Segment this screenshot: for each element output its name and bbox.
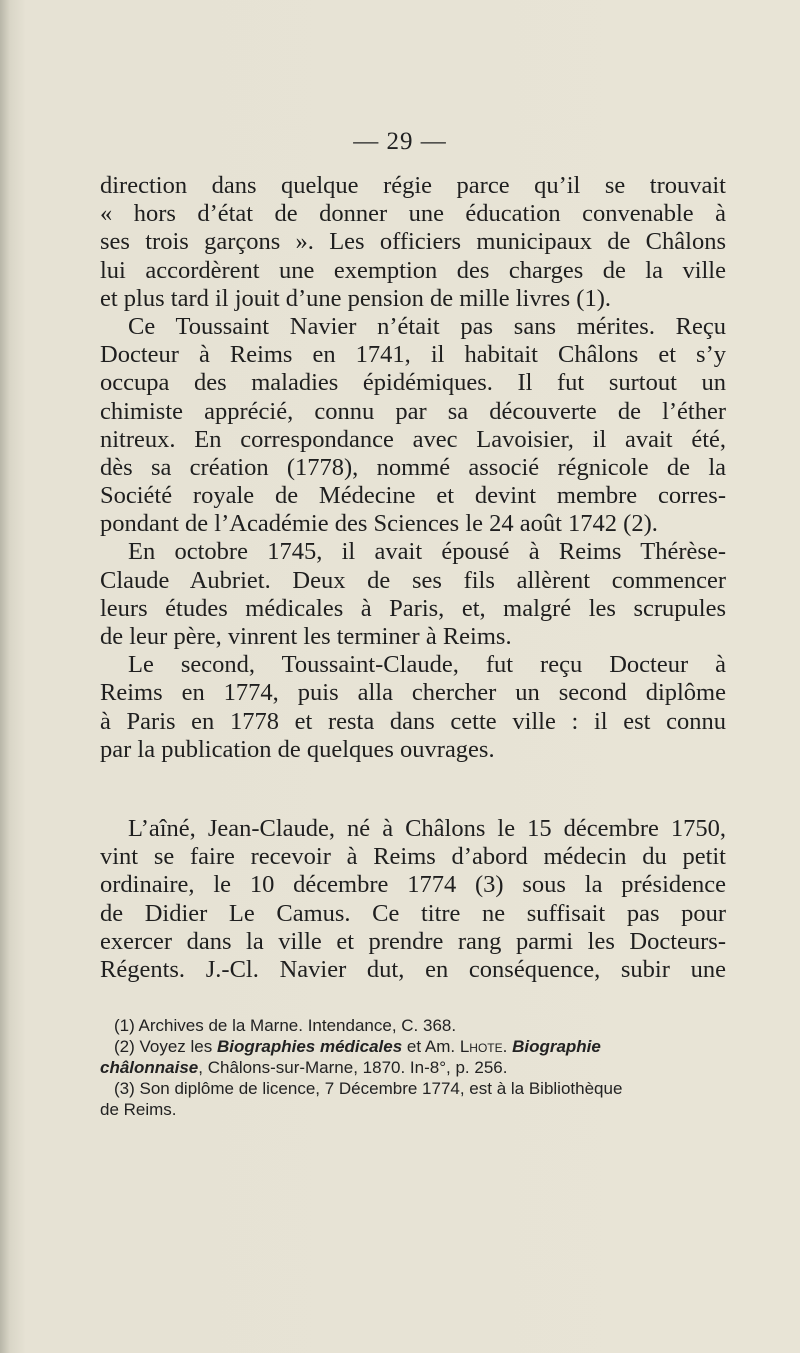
text-line: L’aîné, Jean-Claude, né à Châlons le 15 décembre 1750, — [128, 815, 726, 842]
text-line: lui accordèrent une exemption des charges de la ville — [100, 256, 726, 284]
footnote-2-title: Biographie — [512, 1037, 601, 1056]
text-line: de Didier Le Camus. Ce titre ne suffisait pas pour — [100, 899, 726, 927]
paragraph-3 — [100, 538, 726, 651]
text-line: par la publication de quelques ouvrages. — [100, 735, 495, 763]
footnote-2-text: (2) Voyez les — [114, 1037, 217, 1056]
text-line: « hors d’état de donner une éducation convenable à — [100, 200, 726, 228]
footnote-2-text: . — [502, 1037, 513, 1056]
text-line: leurs études médicales à Paris, et, malgré les scrupules — [100, 594, 726, 622]
text-line: Claude Aubriet. Deux de ses fils allèrent commencer — [100, 566, 726, 594]
footnote-2-title: Biographies médicales — [217, 1037, 403, 1056]
paragraph-4 — [100, 651, 726, 764]
text-line: nitreux. En correspondance avec Lavoisier, il avait été, — [100, 425, 726, 453]
text-line: Société royale de Médecine et devint membre corres- — [100, 482, 726, 510]
paragraph-5 — [100, 815, 726, 984]
text-line: et plus tard il jouit d’une pension de mille livres (1). — [100, 284, 611, 312]
text-line: vint se faire recevoir à Reims d’abord médecin du petit — [100, 843, 726, 871]
page-number: — 29 — — [353, 128, 447, 155]
text-line: pondant de l’Académie des Sciences le 24 août 1742 (2). — [100, 510, 658, 538]
text-line: à Paris en 1778 et resta dans cette ville : il est connu — [100, 707, 726, 735]
text-line: dès sa création (1778), nommé associé régnicole de la — [100, 453, 726, 481]
text-line: Reims en 1774, puis alla chercher un second diplôme — [100, 679, 726, 707]
text-line: ordinaire, le 10 décembre 1774 (3) sous la présidence — [100, 871, 726, 899]
text-line: ses trois garçons ». Les officiers municipaux de Châlons — [100, 228, 726, 256]
text-line: Le second, Toussaint-Claude, fut reçu Docteur à — [128, 651, 726, 679]
footnote-3: (3) Son diplôme de licence, 7 Décembre 1774, est à la Bibliothèque — [114, 1079, 623, 1098]
footnote-2-author: Lhote — [459, 1037, 503, 1056]
text-line: Régents. J.-Cl. Navier dut, en conséquence, subir une — [100, 955, 726, 983]
footnote-3-continued: de Reims. — [100, 1100, 177, 1119]
footnote-2 — [100, 1036, 726, 1057]
paragraph-1 — [100, 172, 726, 313]
body-text-lower — [100, 815, 726, 984]
footnotes — [100, 1015, 726, 1120]
text-line: Docteur à Reims en 1741, il habitait Châlons et s’y — [100, 341, 726, 369]
paragraph-2 — [100, 313, 726, 539]
body-text-upper — [100, 172, 726, 764]
text-line: occupa des maladies épidémiques. Il fut surtout un — [100, 369, 726, 397]
text-line: chimiste apprécié, connu par sa découverte de l’éther — [100, 397, 726, 425]
footnote-2-title: châlonnaise — [100, 1058, 199, 1077]
text-line: En octobre 1745, il avait épousé à Reims Thérèse- — [128, 538, 726, 566]
footnote-2-text: , Châlons-sur-Marne, 1870. In-8°, p. 256. — [198, 1058, 508, 1077]
footnote-2-text: et Am. — [402, 1037, 460, 1056]
footnote-1: (1) Archives de la Marne. Intendance, C. 368. — [114, 1016, 457, 1035]
text-line: Ce Toussaint Navier n’était pas sans mérites. Reçu — [128, 312, 726, 340]
footnote-2-continued — [100, 1057, 726, 1078]
text-line: exercer dans la ville et prendre rang parmi les Docteurs- — [100, 927, 726, 955]
text-line: de leur père, vinrent les terminer à Reims. — [100, 623, 512, 650]
text-line: direction dans quelque régie parce qu’il se trouvait — [100, 172, 726, 199]
